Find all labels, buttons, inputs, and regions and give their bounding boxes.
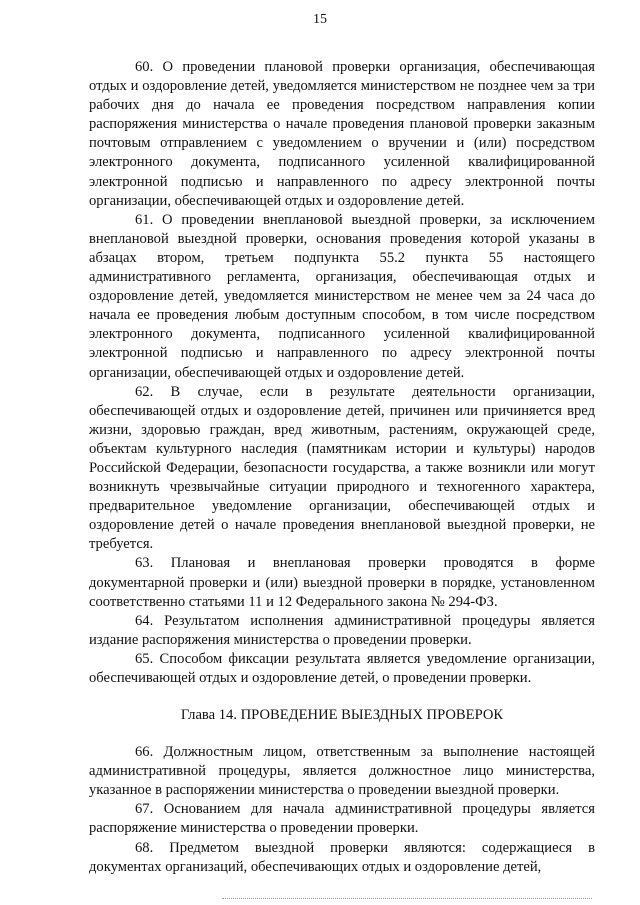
document-body bbox=[89, 58, 595, 877]
bottom-scan-line bbox=[222, 898, 592, 899]
chapter-heading: Глава 14. ПРОВЕДЕНИЕ ВЫЕЗДНЫХ ПРОВЕРОК bbox=[180, 707, 504, 724]
paragraph-60: 60. О проведении плановой проверки организация, обеспечивающая отдых и оздоровление детей, уведомляется министерством не позднее чем за три рабочих дня до начала ее проведения посредством направления копии распоряжения министерства о начале проведения плановой проверки заказным почтовым отправлением с уведомлением о вручении и (или) посредством электронного документа, подписанного усиленной квалифицированной электронной подписью и направленного по адресу электронной почты организации, обеспечивающей отдых и оздоровление детей. bbox=[89, 59, 595, 209]
page-number: 15 bbox=[313, 12, 327, 27]
paragraph-66: 66. Должностным лицом, ответственным за выполнение настоящей административной процедуры, является должностное лицо министерства, указанное в распоряжении министерства о проведении выездной проверки. bbox=[89, 744, 595, 799]
paragraph-64: 64. Результатом исполнения административной процедуры является издание распоряжения министерства о проведении проверки. bbox=[89, 612, 595, 648]
paragraph-61: 61. О проведении внеплановой выездной проверки, за исключением внеплановой выездной проверки, основания проведения которой указаны в абзацах втором, третьем подпункта 55.2 пункта 55 настоящего административного регламента, организация, обеспечивающая отдых и оздоровление детей, уведомляется министерством не менее чем за 24 часа до начала ее проведения любым доступным способом, в том числе посредством электронного документа, подписанного усиленной квалифицированной электронной подписью и направленного по адресу электронной почты организации, обеспечивающей отдых и оздоровление детей. bbox=[89, 211, 595, 381]
paragraph-68: 68. Предметом выездной проверки являются: содержащиеся в документах организаций, обеспечивающих отдых и оздоровление детей, bbox=[89, 839, 595, 875]
paragraph-63: 63. Плановая и внеплановая проверки проводятся в форме документарной проверки и (или) выездной проверки в порядке, установленном соответственно статьями 11 и 12 Федерального закона № 294-ФЗ. bbox=[89, 555, 595, 610]
paragraph-67: 67. Основанием для начала административной процедуры является распоряжение министерства о проведении проверки. bbox=[89, 801, 595, 837]
paragraph-65: 65. Способом фиксации результата является уведомление организации, обеспечивающей отдых и оздоровление детей, о проведении проверки. bbox=[89, 650, 595, 686]
paragraph-62: 62. В случае, если в результате деятельности организации, обеспечивающей отдых и оздоровление детей, причинен или причиняется вред жизни, здоровью граждан, вред животным, растениям, окружающей среде, объектам культурного наследия (памятникам истории и культуры) народов Российской Федерации, безопасности государства, а также возникли или могут возникнуть чрезвычайные ситуации природного и техногенного характера, предварительное уведомление организации, обеспечивающей отдых и оздоровление детей о начале проведения внеплановой выездной проверки, не требуется. bbox=[89, 383, 595, 553]
